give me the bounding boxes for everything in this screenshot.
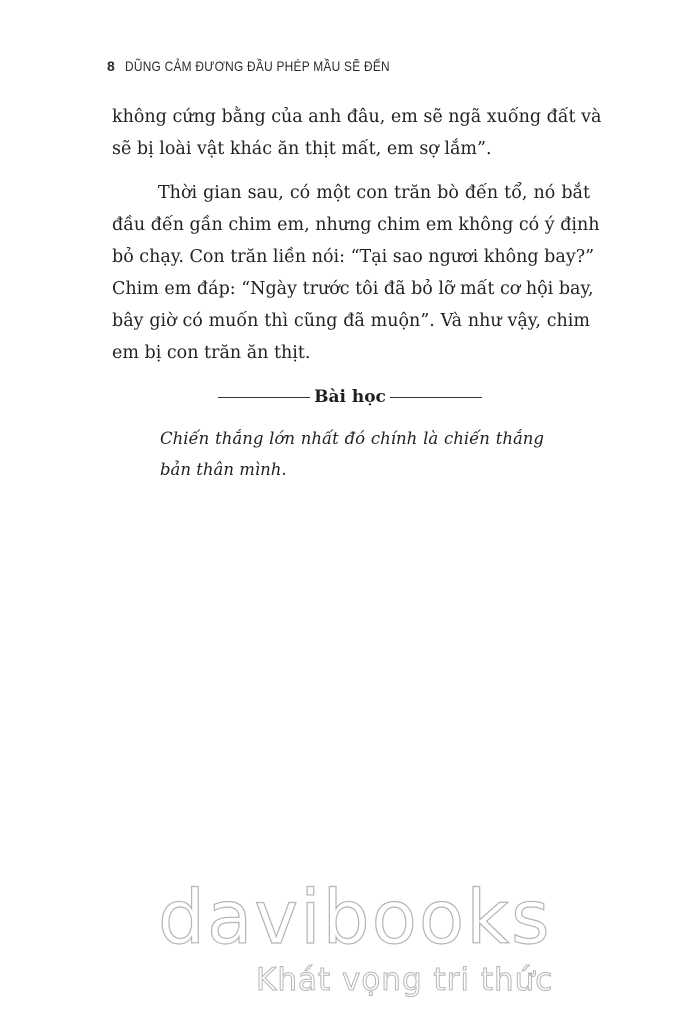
text-line: Chim em đáp: “Ngày trước tôi đã bỏ lỡ mất cơ hội bay, — [112, 279, 594, 299]
paragraph — [112, 101, 602, 165]
watermark-brand: davibooks — [158, 875, 552, 961]
text-line: đầu đến gần chim em, nhưng chim em không có ý định — [112, 215, 600, 235]
divider-left — [218, 397, 310, 398]
lesson-text — [160, 423, 544, 485]
lesson-title: Bài học — [314, 387, 386, 407]
lesson-heading — [218, 382, 482, 412]
paragraph — [112, 177, 600, 369]
publisher-watermark — [0, 860, 700, 1009]
text-line: Thời gian sau, có một con trăn bò đến tổ, nó bắt — [158, 183, 590, 203]
lesson-line: Chiến thắng lớn nhất đó chính là chiến thắng — [160, 429, 544, 448]
text-line: sẽ bị loài vật khác ăn thịt mất, em sợ lắm”. — [112, 139, 492, 159]
text-line: em bị con trăn ăn thịt. — [112, 343, 311, 363]
text-line: bây giờ có muốn thì cũng đã muộn”. Và như vậy, chim — [112, 311, 590, 331]
lesson-line: bản thân mình. — [160, 460, 287, 479]
text-line: bỏ chạy. Con trăn liền nói: “Tại sao ngươi không bay?” — [112, 247, 595, 267]
watermark-tagline: Khát vọng tri thức — [256, 962, 554, 998]
book-title: DŨNG CẢM ĐƯƠNG ĐẦU PHÉP MẦU SẼ ĐẾN — [125, 58, 390, 74]
text-line: không cứng bằng của anh đâu, em sẽ ngã xuống đất và — [112, 107, 602, 127]
page-number: 8 — [107, 58, 116, 74]
divider-right — [390, 397, 482, 398]
running-header — [107, 56, 437, 76]
